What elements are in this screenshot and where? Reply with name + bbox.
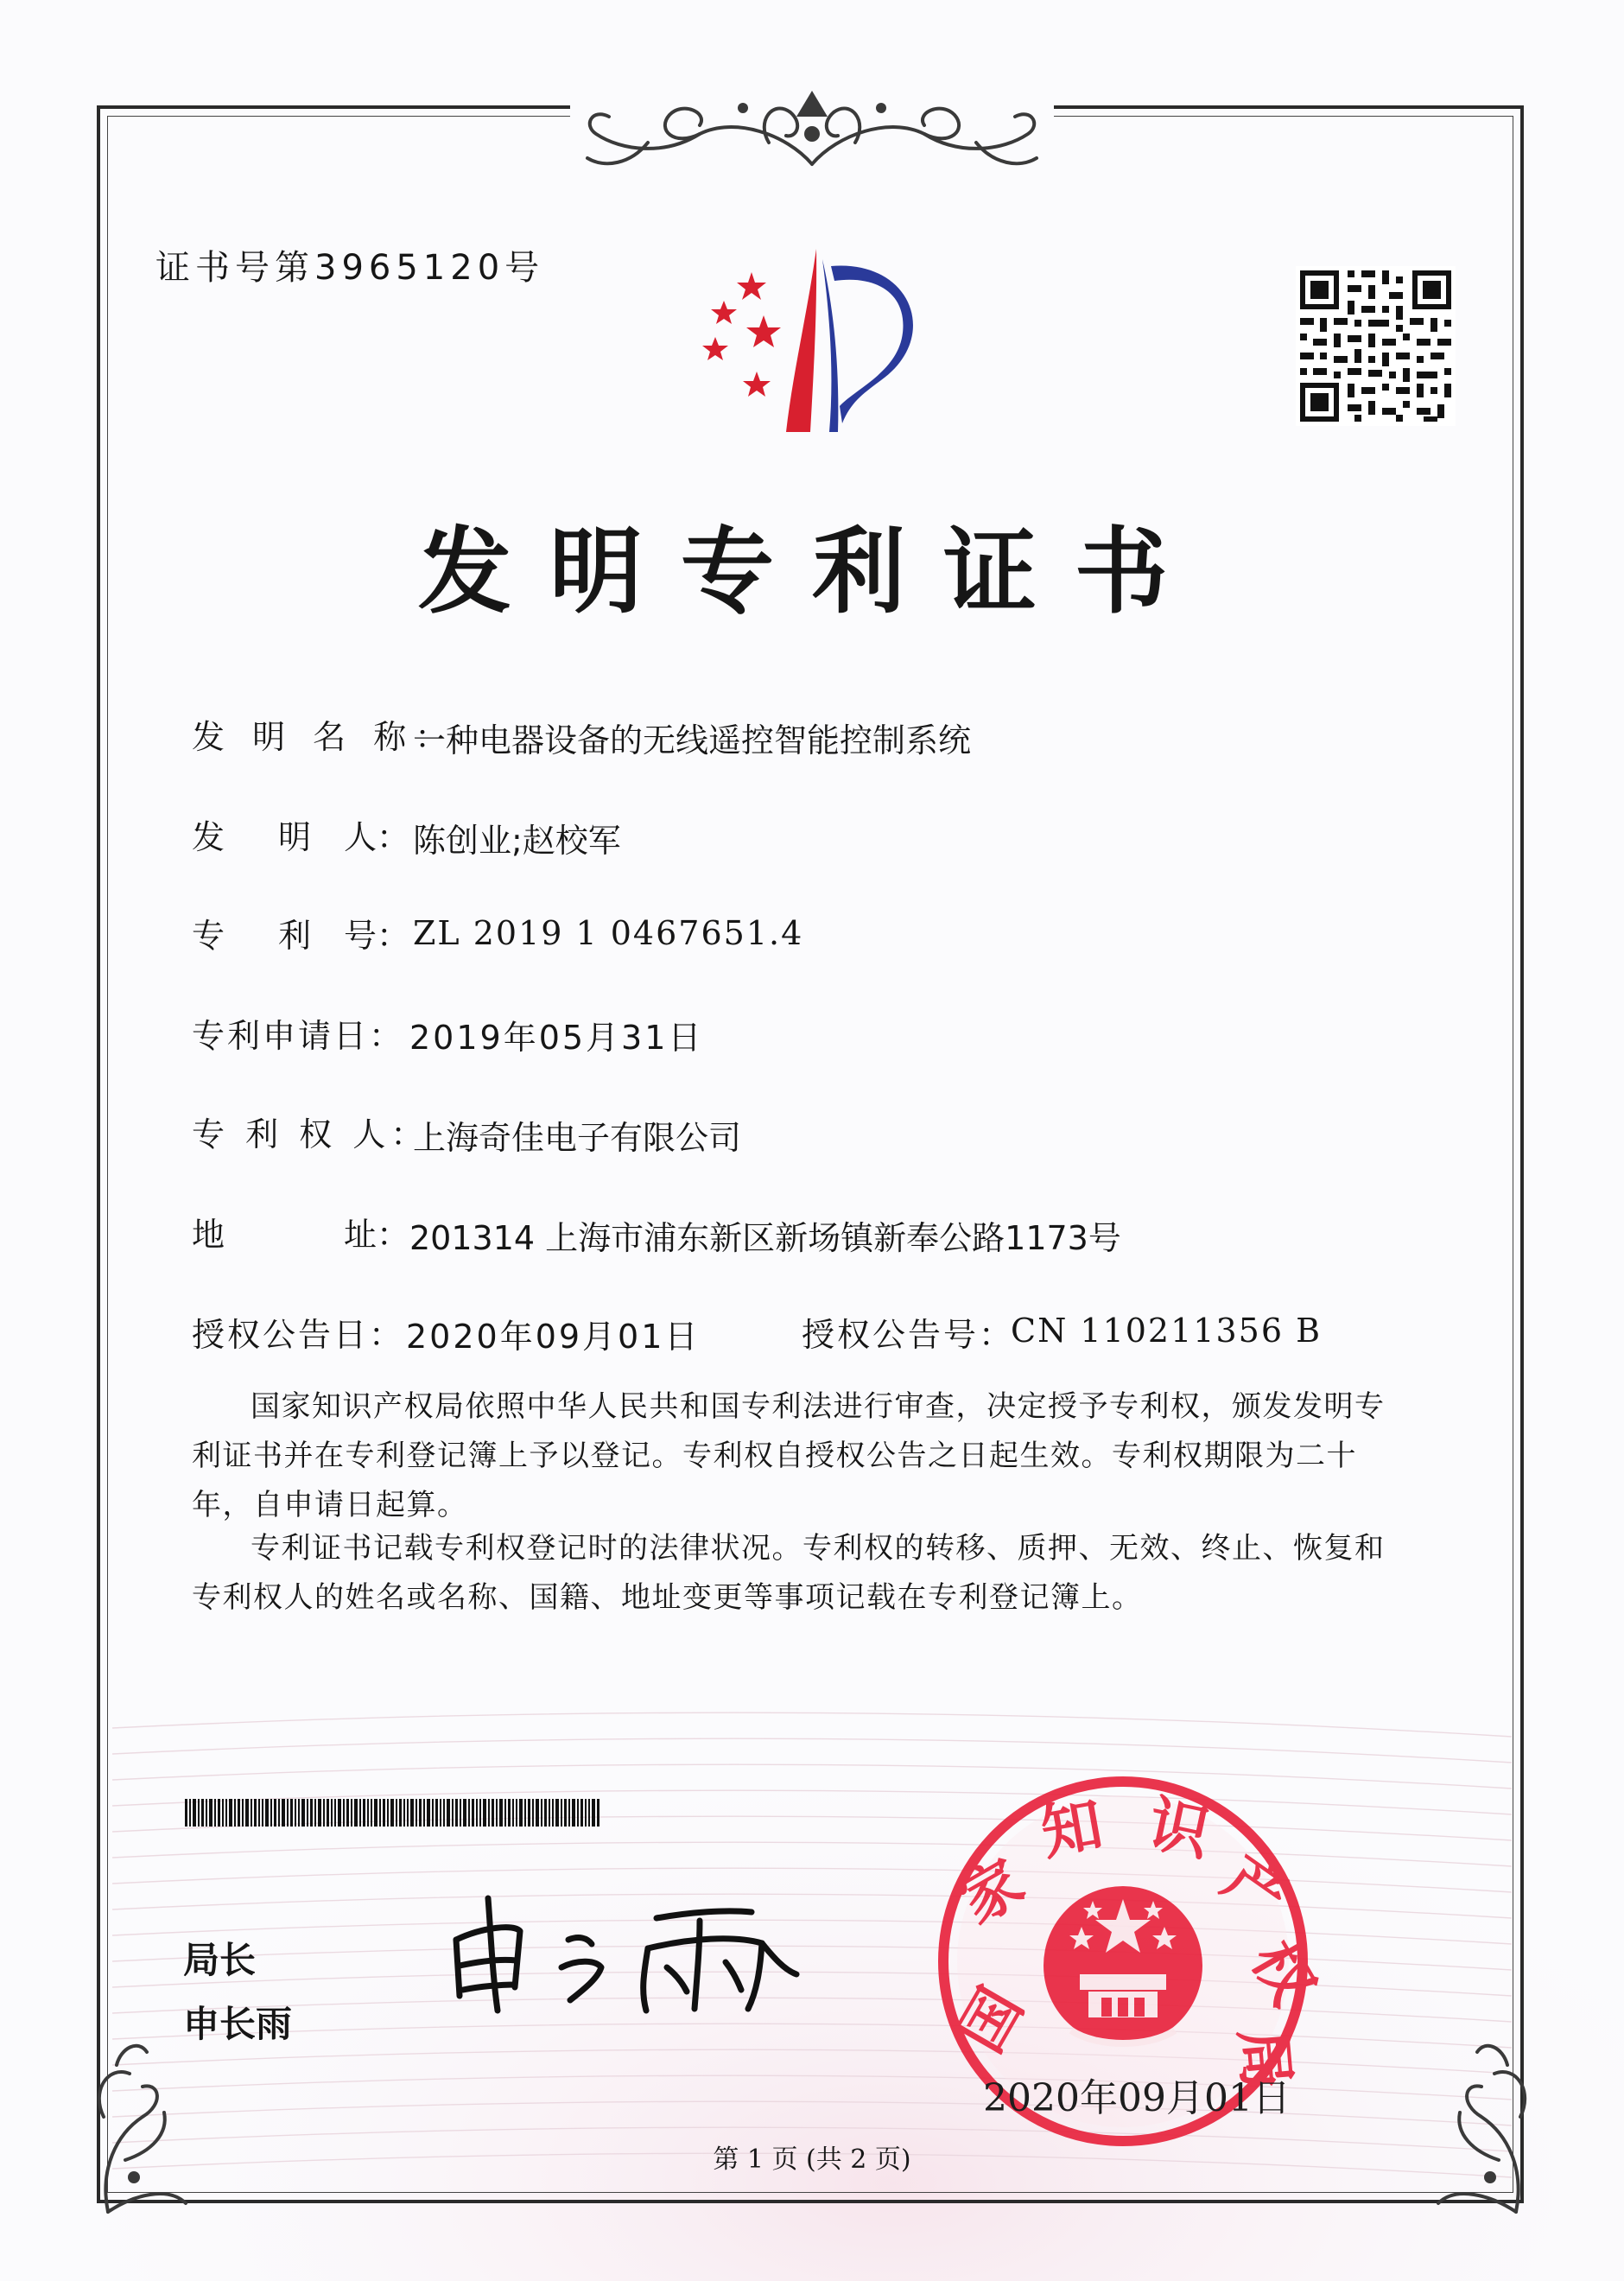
logo-star: [711, 301, 737, 324]
patent-no-value: ZL 2019 1 0467651.4: [413, 914, 804, 952]
grant-no-value: CN 110211356 B: [1011, 1312, 1322, 1350]
official-name: 申长雨: [183, 2003, 293, 2045]
bottom-right-ornament: [1421, 2013, 1542, 2221]
page-footer: 第 1 页 (共 2 页): [713, 2144, 911, 2175]
national-emblem: [1044, 1886, 1202, 2045]
logo-star: [737, 272, 766, 300]
grant-no-label: 授权公告号：: [802, 1316, 1015, 1354]
logo-star: [702, 337, 728, 360]
logo-star: [743, 372, 771, 397]
official-title: 局长: [183, 1939, 257, 1981]
svg-text:识: 识: [1142, 1788, 1216, 1870]
inventor-value: 陈创业;赵校军: [413, 822, 621, 860]
logo-blue-stem: [822, 259, 838, 432]
patentee-label: 专 利 权 人：: [192, 1115, 429, 1153]
svg-text:知: 知: [1036, 1788, 1108, 1869]
invention-name-value: 一种电器设备的无线遥控智能控制系统: [413, 721, 972, 759]
filing-date-label: 专利申请日：: [192, 1017, 405, 1055]
statement-paragraph-1: 国家知识产权局依照中华人民共和国专利法进行审查，决定授予专利权，颁发发明专利证书并在专利登记簿上予以登记。专利权自授权公告之日起生效。专利权期限为二十年，自申请日起算。: [192, 1389, 1386, 1522]
patentee-value: 上海奇佳电子有限公司: [413, 1119, 742, 1157]
svg-text:局: 局: [1227, 2025, 1303, 2093]
logo-star: [746, 315, 781, 347]
filing-date-value: 2019年05月31日: [409, 1019, 704, 1057]
barcode: [185, 1799, 599, 1827]
statement-paragraph-2: 专利证书记载专利权登记时的法律状况。专利权的转移、质押、无效、终止、恢复和专利权人的姓名或名称、国籍、地址变更等事项记载在专利登记簿上。: [192, 1531, 1386, 1615]
grant-date-label: 授权公告日：: [192, 1316, 405, 1354]
qr-code: [1296, 266, 1456, 426]
top-ornament: [570, 82, 1054, 177]
svg-text:国: 国: [945, 1976, 1037, 2064]
director-signature: [441, 1888, 803, 2017]
logo-blue-arc: [831, 266, 913, 423]
svg-text:家: 家: [948, 1846, 1036, 1938]
grant-date-value: 2020年09月01日: [406, 1318, 701, 1356]
logo-red-blade: [786, 249, 816, 432]
svg-text:权: 权: [1237, 1928, 1329, 2017]
svg-text:产: 产: [1210, 1841, 1301, 1935]
address-value: 201314 上海市浦东新区新场镇新奉公路1173号: [409, 1219, 1121, 1257]
invention-name-label: 发 明 名 称：: [192, 718, 457, 756]
seal-date: 2020年09月01日: [983, 2076, 1291, 2120]
cnipa-logo: [691, 242, 942, 441]
certificate-number: 证书号第3965120号: [155, 248, 545, 288]
certificate-title: 发明专利证书: [417, 518, 1206, 626]
